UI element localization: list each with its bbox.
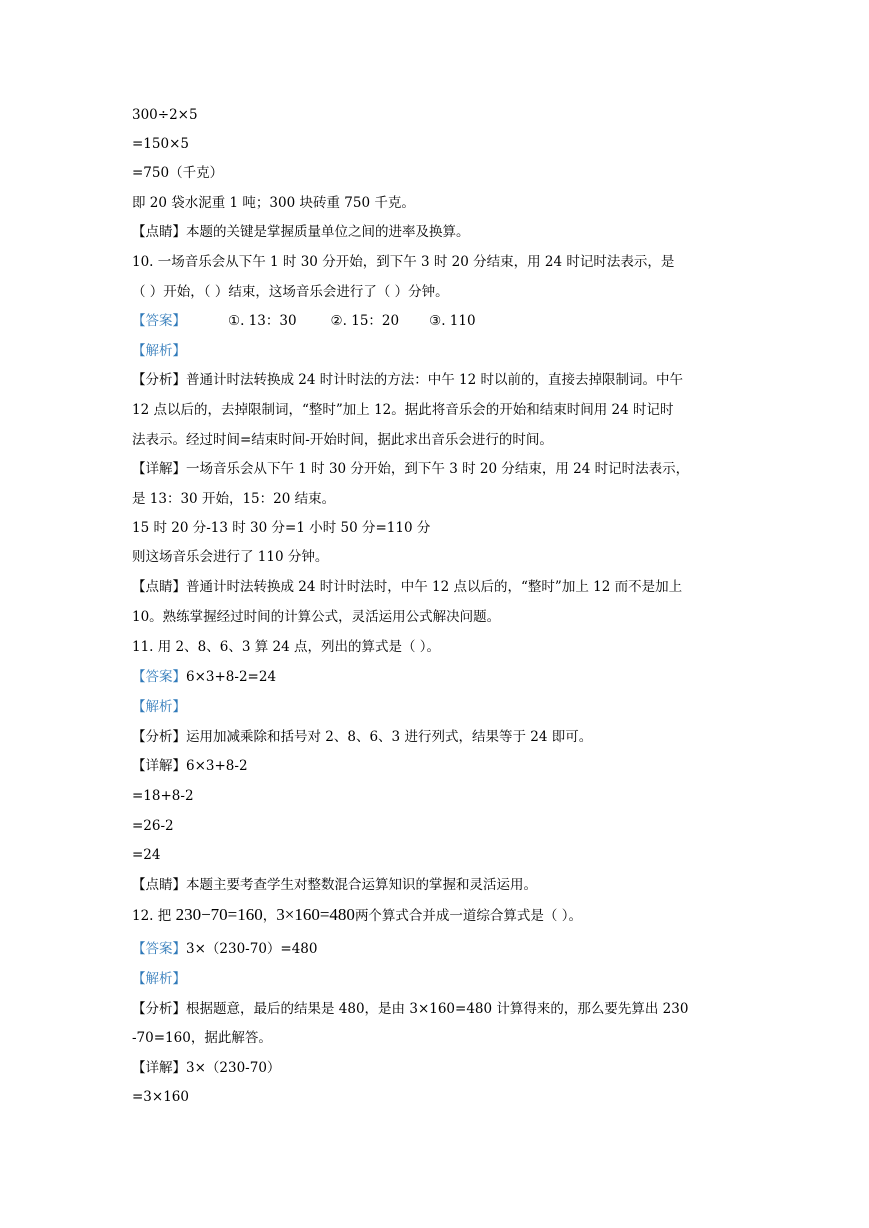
question-10-blanks: （ ）开始，（ ）结束，这场音乐会进行了（ ）分钟。 bbox=[132, 284, 449, 300]
dianjing-q10-line-2: 10。熟练掌握经过时间的计算公式，灵活运用公式解决问题。 bbox=[132, 609, 501, 625]
xiangjie-q11-line-2: =18+8-2 bbox=[132, 788, 194, 804]
fenxi-q12-line-2: -70=160，据此解答。 bbox=[132, 1030, 272, 1046]
dianjing-q10-line-1: 【点睛】普通计时法转换成 24 时计时法时，中午 12 点以后的，“整时”加上 12 而不是加上 bbox=[132, 579, 683, 595]
xiangjie-q10-line-4: 则这场音乐会进行了 110 分钟。 bbox=[132, 549, 329, 565]
analysis-label-q10: 【解析】 bbox=[132, 343, 186, 359]
analysis-label-q12: 【解析】 bbox=[132, 971, 186, 987]
xiangjie-q10-line-2: 是 13：30 开始，15：20 结束。 bbox=[132, 491, 336, 507]
calc-line-2: =150×5 bbox=[132, 136, 189, 152]
answer-label: 【答案】 bbox=[132, 313, 186, 329]
xiangjie-q11-line-3: =26-2 bbox=[132, 818, 174, 834]
question-12-sep: ， bbox=[262, 908, 277, 924]
question-12-formula-1: 230−70=160 bbox=[175, 905, 263, 924]
xiangjie-q10-line-3: 15 时 20 分-13 时 30 分=1 小时 50 分=110 分 bbox=[132, 520, 431, 536]
fenxi-q11: 【分析】运用加减乘除和括号对 2、8、6、3 进行列式，结果等于 24 即可。 bbox=[132, 729, 593, 745]
answer-q10-part1: ①. 13：30 bbox=[228, 313, 297, 329]
answer-q11 bbox=[132, 667, 276, 687]
xiangjie-q11-line-4: =24 bbox=[132, 847, 161, 863]
question-12-suffix: 两个算式合并成一道综合算式是（ ）。 bbox=[354, 908, 582, 924]
question-12-prefix: 12. 把 bbox=[132, 908, 172, 924]
analysis-label-q11: 【解析】 bbox=[132, 699, 186, 715]
answer-q12 bbox=[132, 939, 318, 959]
question-10: 10. 一场音乐会从下午 1 时 30 分开始，到下午 3 时 20 分结束，用 24 时记时法表示，是 bbox=[132, 254, 675, 270]
fenxi-q12-line-1: 【分析】根据题意，最后的结果是 480，是由 3×160=480 计算得来的，那么要先算出 230 bbox=[132, 1001, 689, 1017]
question-11: 11. 用 2、8、6、3 算 24 点，列出的算式是（ ）。 bbox=[132, 639, 441, 655]
conclusion-line: 即 20 袋水泥重 1 吨；300 块砖重 750 千克。 bbox=[132, 195, 415, 211]
xiangjie-q11-line-1: 【详解】6×3+8-2 bbox=[132, 758, 248, 774]
answer-q10 bbox=[132, 311, 476, 331]
xiangjie-q12-line-2: =3×160 bbox=[132, 1089, 189, 1105]
answer-q10-part2: ②. 15：20 bbox=[330, 313, 400, 329]
calc-line-3: =750（千克） bbox=[132, 165, 224, 181]
question-12-formula-2: 3×160=480 bbox=[276, 905, 355, 924]
dianjing-q11: 【点睛】本题主要考查学生对整数混合运算知识的掌握和灵活运用。 bbox=[132, 877, 537, 893]
question-12 bbox=[132, 903, 582, 928]
fenxi-q10-line-2: 12 点以后的，去掉限制词，“整时”加上 12。据此将音乐会的开始和结束时间用 24 时记时 bbox=[132, 402, 674, 418]
xiangjie-q12-line-1: 【详解】3×（230-70） bbox=[132, 1060, 281, 1076]
xiangjie-q10-line-1: 【详解】一场音乐会从下午 1 时 30 分开始，到下午 3 时 20 分结束，用 24 时记时法表示， bbox=[132, 461, 690, 477]
calc-line-1: 300÷2×5 bbox=[132, 107, 198, 123]
answer-q11-text: 6×3+8-2=24 bbox=[186, 669, 277, 685]
dianjing-q9: 【点睛】本题的关键是掌握质量单位之间的进率及换算。 bbox=[132, 224, 470, 240]
fenxi-q10-line-3: 法表示。经过时间=结束时间-开始时间，据此求出音乐会进行的时间。 bbox=[132, 432, 553, 448]
answer-q12-text: 3×（230-70）=480 bbox=[186, 941, 318, 957]
answer-q10-part3: ③. 110 bbox=[429, 313, 476, 329]
fenxi-q10-line-1: 【分析】普通计时法转换成 24 时计时法的方法：中午 12 时以前的，直接去掉限制词。中午 bbox=[132, 372, 684, 388]
answer-label: 【答案】 bbox=[132, 669, 186, 685]
answer-label: 【答案】 bbox=[132, 941, 186, 957]
